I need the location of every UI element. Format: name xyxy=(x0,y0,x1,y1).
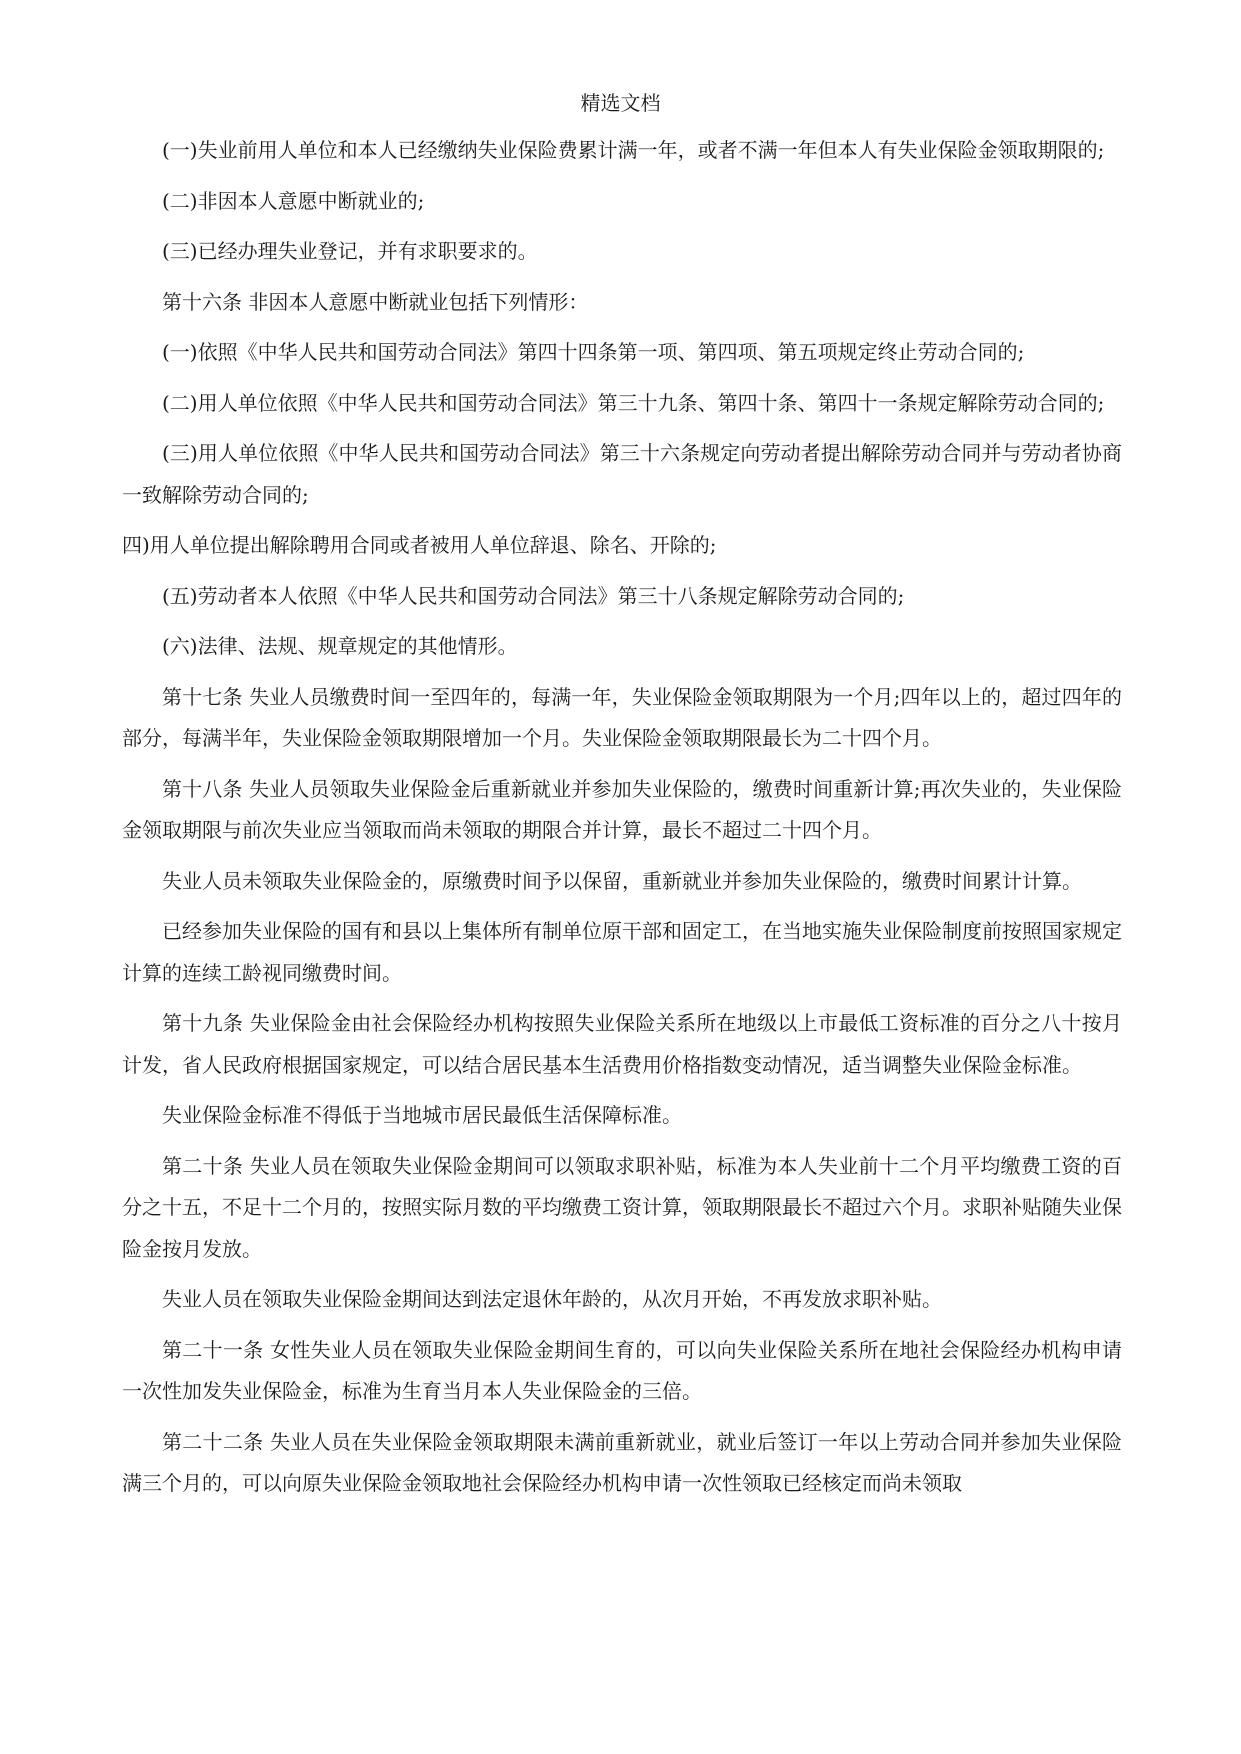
paragraph: (一)失业前用人单位和本人已经缴纳失业保险费累计满一年，或者不满一年但本人有失业保险金领取期限的; xyxy=(162,138,1105,162)
paragraph: (二)非因本人意愿中断就业的; xyxy=(162,188,425,213)
paragraph: 已经参加失业保险的国有和县以上集体所有制单位原干部和固定工，在当地实施失业保险制度前按照国家规定计算的连续工龄视同缴费时间。 xyxy=(122,919,1122,985)
paragraph: 失业保险金标准不得低于当地城市居民最低生活保障标准。 xyxy=(162,1103,682,1127)
paragraph: (三)已经办理失业登记，并有求职要求的。 xyxy=(162,239,538,263)
paragraph: 第二十一条 女性失业人员在领取失业保险金期间生育的，可以向失业保险关系所在地社会保险经办机构申请一次性加发失业保险金，标准为生育当月本人失业保险金的三倍。 xyxy=(122,1337,1122,1403)
paragraph: 失业人员未领取失业保险金的，原缴费时间予以保留，重新就业并参加失业保险的，缴费时间累计计算。 xyxy=(162,868,1082,893)
paragraph: 第十七条 失业人员缴费时间一至四年的，每满一年，失业保险金领取期限为一个月;四年以上的，超过四年的部分，每满半年，失业保险金领取期限增加一个月。失业保险金领取期限最长为二十四个月。 xyxy=(122,684,1122,750)
paragraph: 第二十二条 失业人员在失业保险金领取期限未满前重新就业，就业后签订一年以上劳动合同并参加失业保险满三个月的，可以向原失业保险金领取地社会保险经办机构申请一次性领取已经核定而尚未领取 xyxy=(122,1429,1122,1495)
paragraph: 第十六条 非因本人意愿中断就业包括下列情形： xyxy=(162,289,589,314)
paragraph: 失业人员在领取失业保险金期间达到法定退休年龄的，从次月开始，不再发放求职补贴。 xyxy=(162,1287,942,1311)
document-body xyxy=(122,130,1122,1514)
paragraph: (三)用人单位依照《中华人民共和国劳动合同法》第三十六条规定向劳动者提出解除劳动合同并与劳动者协商一致解除劳动合同的; xyxy=(122,441,1122,507)
paragraph: (二)用人单位依照《中华人民共和国劳动合同法》第三十九条、第四十条、第四十一条规定解除劳动合同的; xyxy=(162,390,1105,415)
paragraph: (六)法律、法规、规章规定的其他情形。 xyxy=(162,634,518,658)
paragraph: (五)劳动者本人依照《中华人民共和国劳动合同法》第三十八条规定解除劳动合同的; xyxy=(162,583,905,608)
paragraph: 四)用人单位提出解除聘用合同或者被用人单位辞退、除名、开除的; xyxy=(122,533,717,557)
paragraph: (一)依照《中华人民共和国劳动合同法》第四十四条第一项、第四项、第五项规定终止劳动合同的; xyxy=(162,340,1025,364)
paragraph: 第十九条 失业保险金由社会保险经办机构按照失业保险关系所在地级以上市最低工资标准的百分之八十按月计发，省人民政府根据国家规定，可以结合居民基本生活费用价格指数变动情况，适当调整失业保险金标准。 xyxy=(122,1011,1122,1077)
page-header-title: 精选文档 xyxy=(580,91,661,115)
paragraph: 第二十条 失业人员在领取失业保险金期间可以领取求职补贴，标准为本人失业前十二个月平均缴费工资的百分之十五，不足十二个月的，按照实际月数的平均缴费工资计算，领取期限最长不超过六个月。求职补贴随失业保险金按月发放。 xyxy=(122,1153,1122,1261)
paragraph: 第十八条 失业人员领取失业保险金后重新就业并参加失业保险的，缴费时间重新计算;再次失业的，失业保险金领取期限与前次失业应当领取而尚未领取的期限合并计算，最长不超过二十四个月。 xyxy=(122,776,1122,842)
